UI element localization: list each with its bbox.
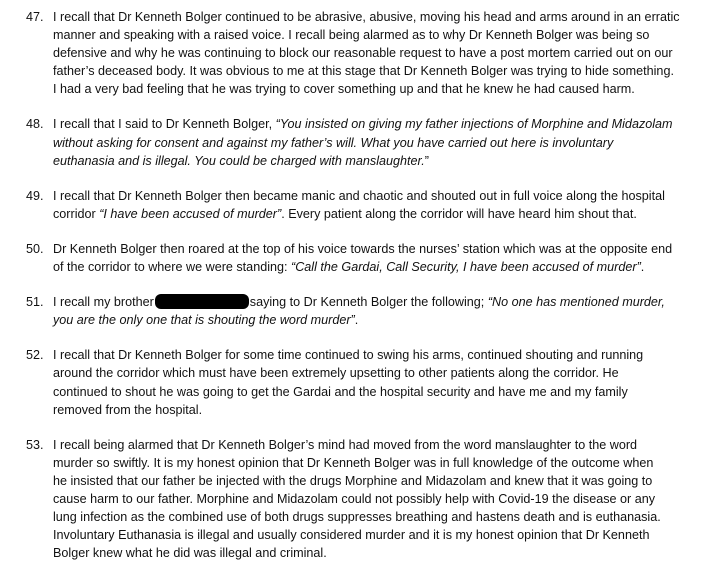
text-line [53, 526, 719, 544]
text-line [53, 383, 719, 401]
text-run: I recall being alarmed that Dr Kenneth Bolger’s mind had moved from the word manslaughter to the word [53, 437, 638, 452]
text-run: of the corridor to where we were standing: [53, 260, 292, 275]
paragraph-47 [26, 8, 719, 98]
paragraph-text [53, 8, 719, 98]
quoted-speech: without asking for consent and against my father’s will. What you have carried out here is involuntary [53, 135, 614, 150]
text-line [53, 472, 719, 490]
text-line [53, 454, 719, 472]
quoted-speech: euthanasia and is illegal. You could be charged with manslaughter. [53, 153, 425, 168]
text-run: . Every patient along the corridor will have heard him shout that. [281, 206, 637, 221]
paragraph-text [53, 436, 719, 563]
quoted-speech: “I have been accused of murder” [99, 206, 282, 221]
quoted-speech: you are the only one that is shouting the word murder” [53, 313, 355, 328]
text-line [53, 401, 719, 419]
paragraph-number: 47. [26, 10, 44, 24]
text-line [53, 293, 719, 311]
redaction-box [155, 294, 249, 309]
paragraph-text [53, 293, 719, 329]
text-run: continued to shout he was going to get the Gardai and the hospital security and have me and my family [53, 384, 628, 399]
text-line [53, 62, 719, 80]
paragraph-number: 52. [26, 348, 44, 363]
paragraph-number: 48. [26, 117, 44, 132]
text-run: I recall that Dr Kenneth Bolger then became manic and chaotic and shouted out in full voice along the hospital [53, 188, 665, 203]
paragraph-number: 53. [26, 437, 44, 452]
text-run: ” [424, 153, 429, 168]
text-run: father’s deceased body. It was obvious to me at this stage that Dr Kenneth Bolger was trying to hide something. [53, 64, 674, 79]
text-run: I recall that Dr Kenneth Bolger continued to be abrasive, abusive, moving his head and arms around in an erratic [53, 10, 680, 24]
text-run: corridor [53, 206, 100, 221]
text-line [53, 346, 719, 364]
text-line [53, 436, 719, 454]
paragraph-48 [26, 115, 719, 169]
text-run: . [640, 260, 645, 275]
text-run: murder so swiftly. It is my honest opinion that Dr Kenneth Bolger was in full knowledge of the outcome when [53, 455, 654, 470]
text-line [53, 8, 719, 26]
text-run: Dr Kenneth Bolger then roared at the top of his voice towards the nurses’ station which was at the opposite end [53, 241, 673, 256]
text-line [53, 134, 719, 152]
paragraph-number: 51. [26, 295, 44, 310]
text-line [53, 258, 719, 276]
text-line [53, 544, 719, 562]
text-run: Involuntary Euthanasia is illegal and usually considered murder and it is my honest opinion that Dr Kenneth [53, 528, 650, 543]
text-run: defensive and why he was continuing to block our reasonable request to have a post mortem carried out on our [53, 46, 673, 61]
text-line [53, 26, 719, 44]
text-run: Bolger knew what he did was illegal and criminal. [53, 546, 327, 561]
paragraph-53 [26, 436, 719, 563]
text-line [53, 80, 719, 98]
paragraph-text [53, 187, 719, 223]
text-run: saying to Dr Kenneth Bolger the following; [249, 295, 488, 310]
paragraph-52 [26, 346, 719, 418]
text-run: . [354, 313, 359, 328]
paragraph-text [53, 346, 719, 418]
paragraph-51 [26, 293, 719, 329]
paragraph-50 [26, 240, 719, 276]
text-line [53, 44, 719, 62]
text-run: I recall that I said to Dr Kenneth Bolger, [53, 117, 276, 132]
quoted-speech: “No one has mentioned murder, [487, 295, 665, 310]
paragraph-number: 49. [26, 188, 44, 203]
text-run: I recall that Dr Kenneth Bolger for some time continued to swing his arms, continued shouting and running [53, 348, 644, 363]
text-run: around the corridor which must have been extremely upsetting to other patients along the corridor. He [53, 366, 619, 381]
text-line [53, 187, 719, 205]
paragraph-text [53, 240, 719, 276]
text-run: he insisted that our father be injected with the drugs Morphine and Midazolam and knew that it was going to [53, 473, 653, 488]
text-run: manner and speaking with a raised voice. I recall being alarmed as to why Dr Kenneth Bolger was being so [53, 28, 650, 43]
text-run: I had a very bad feeling that he was trying to cover something up and that he knew he had caused harm. [53, 82, 635, 97]
text-line [53, 508, 719, 526]
paragraph-text [53, 115, 719, 169]
quoted-speech: “You insisted on giving my father injections of Morphine and Midazolam [275, 117, 673, 132]
text-run: lung infection as the combined use of both drugs suppresses breathing and hastens death and is euthanasia. [53, 510, 661, 525]
text-run: cause harm to our father. Morphine and Midazolam could not possibly help with Covid-19 the disease or any [53, 491, 656, 506]
paragraph-number: 50. [26, 241, 44, 256]
text-line [53, 205, 719, 223]
text-line [53, 240, 719, 258]
text-line [53, 490, 719, 508]
text-line [53, 311, 719, 329]
text-run: removed from the hospital. [53, 402, 203, 417]
paragraph-49 [26, 187, 719, 223]
text-line [53, 364, 719, 382]
text-line [53, 152, 719, 170]
quoted-speech: “Call the Gardai, Call Security, I have been accused of murder” [291, 260, 641, 275]
text-run: I recall my brother [53, 295, 154, 310]
text-line [53, 115, 719, 133]
